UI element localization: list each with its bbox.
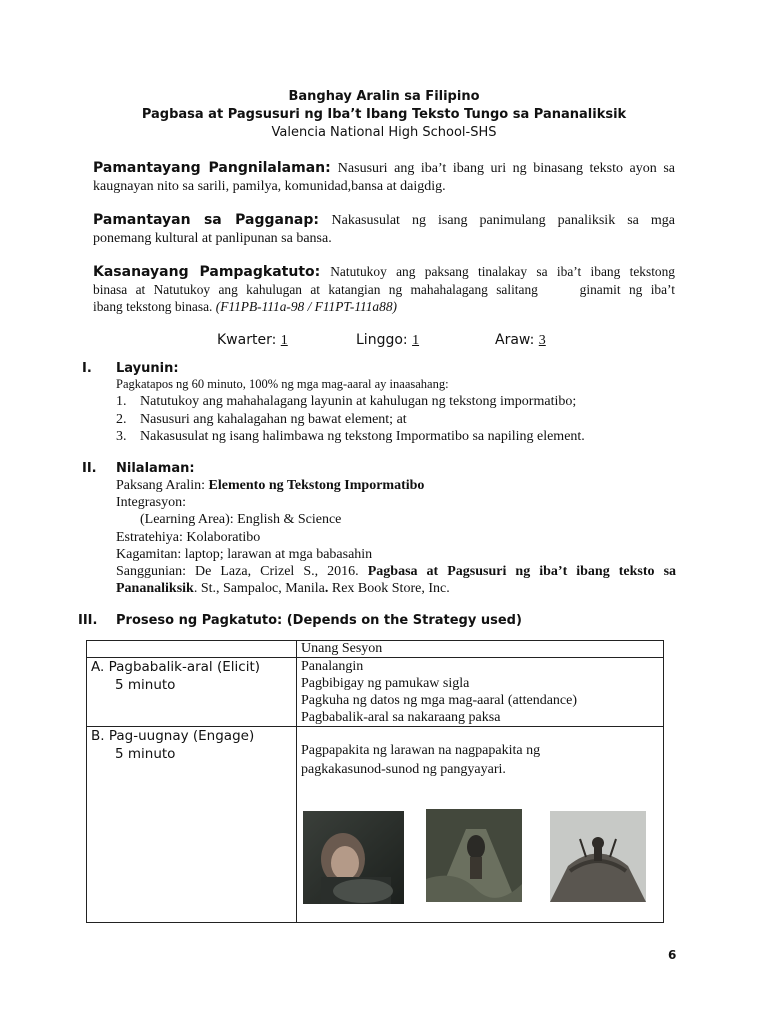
day: [495, 332, 546, 349]
content-standard: [93, 159, 675, 196]
content-details: [116, 477, 676, 597]
reference-prefix: Sanggunian: De Laza, Crizel S., 2016.: [116, 564, 359, 580]
activity-item: Pagkuha ng datos ng mga mag-aaral (attendance): [301, 693, 578, 708]
topic-value: Elemento ng Tekstong Impormatibo: [208, 478, 425, 493]
topic-label: Paksang Aralin:: [116, 478, 206, 493]
learning-competency: [93, 263, 675, 315]
row-b-text-1: Pagpapakita ng larawan na nagpapakita ng: [301, 743, 541, 758]
section2-title: Nilalaman:: [116, 461, 195, 476]
section1-intro: Pagkatapos ng 60 minuto, 100% ng mga mag-aaral ay inaasahang:: [116, 377, 449, 391]
content-standard-line2: kaugnayan nito sa sarili, pamilya, komunidad,bansa at daigdig.: [93, 179, 446, 194]
week-label: Linggo:: [356, 332, 408, 348]
sequence-photo-3: [550, 811, 646, 902]
sequence-photo-2: [426, 809, 522, 902]
session-header: Unang Sesyon: [297, 641, 664, 658]
row-a-duration: 5 minuto: [115, 677, 176, 693]
learning-competency-line3: ibang tekstong binasa.: [93, 299, 213, 314]
table-empty-cell: [87, 641, 297, 658]
content-standard-label: Pamantayang Pangnilalaman:: [93, 160, 331, 176]
sequence-photo-1: [303, 811, 404, 904]
competency-code: (F11PB-111a-98 / F11PT-111a88): [215, 299, 397, 314]
reference-dot: .: [324, 581, 329, 597]
reference-title-1: Pagbasa at Pagsusuri ng iba’t ibang teksto sa: [367, 564, 677, 580]
section3-numeral: III.: [78, 613, 98, 628]
performance-standard-line1: Nakasusulat ng isang panimulang panaliksik sa mga: [331, 213, 675, 228]
integration-value: (Learning Area): English & Science: [140, 512, 342, 528]
activity-item: Pagbibigay ng pamukaw sigla: [301, 676, 470, 691]
objective-item: 3. Nakasusulat ng isang halimbawa ng tekstong Impormatibo sa napiling element.: [116, 429, 585, 444]
row-b-duration: 5 minuto: [115, 746, 176, 762]
activity-item: Pagbabalik-aral sa nakaraang paksa: [301, 710, 501, 725]
row-b-text-2: pagkakasunod-sunod ng pangyayari.: [301, 762, 506, 777]
day-value: 3: [538, 333, 546, 348]
row-b-label: B. Pag-uugnay (Engage): [91, 728, 255, 744]
section2-numeral: II.: [82, 461, 97, 476]
section1-title: Layunin:: [116, 361, 179, 376]
performance-standard: [93, 211, 675, 248]
reference-publisher: Rex Book Store, Inc.: [328, 581, 450, 597]
quarter-value: 1: [280, 333, 288, 348]
week: [356, 332, 419, 349]
objective-item: 2. Nasusuri ang kahalagahan ng bawat element; at: [116, 411, 407, 427]
objectives-list: [116, 393, 585, 446]
content-standard-line1: Nasusuri ang iba’t ibang uri ng binasang teksto ayon sa: [337, 161, 675, 176]
reference-title-2: Pananaliksik: [116, 581, 194, 597]
week-value: 1: [412, 333, 420, 348]
day-label: Araw:: [495, 332, 535, 348]
table-header-row: [87, 641, 664, 658]
page-number: 6: [668, 948, 677, 962]
document-subtitle: Pagbasa at Pagsusuri ng Iba’t Ibang Teksto Tungo sa Pananaliksik: [141, 107, 627, 122]
integration-label: Integrasyon:: [116, 495, 186, 511]
materials: Kagamitan: laptop; larawan at mga babasahin: [116, 546, 373, 562]
row-a-activities: [297, 658, 664, 727]
row-a-label-cell: [87, 658, 297, 727]
objective-item: 1. Natutukoy ang mahahalagang layunin at kahulugan ng tekstong impormatibo;: [116, 394, 577, 409]
performance-standard-line2: ponemang kultural at panlipunan sa bansa.: [93, 231, 332, 246]
performance-standard-label: Pamantayan sa Pagganap:: [93, 212, 319, 228]
learning-competency-line2: binasa at Natutukoy ang kahulugan at katangian ng mahahalagang salitang ginamit ng iba’t: [93, 282, 675, 297]
document-title: Banghay Aralin sa Filipino: [288, 89, 480, 104]
quarter: [217, 332, 288, 349]
table-row: [87, 658, 664, 727]
school-name: Valencia National High School-SHS: [271, 125, 497, 140]
row-b-label-cell: [87, 727, 297, 923]
learning-competency-line1: Natutukoy ang paksang tinalakay sa iba’t ibang tekstong: [330, 264, 676, 279]
reference-suffix: . St., Sampaloc, Manila: [193, 581, 325, 597]
activity-item: Panalangin: [301, 659, 364, 674]
section1-numeral: I.: [82, 361, 92, 376]
learning-competency-label: Kasanayang Pampagkatuto:: [93, 264, 321, 280]
quarter-label: Kwarter:: [217, 332, 277, 348]
row-a-label: A. Pagbabalik-aral (Elicit): [91, 659, 261, 675]
section3-title: Proseso ng Pagkatuto: (Depends on the Strategy used): [116, 613, 522, 628]
strategy: Estratehiya: Kolaboratibo: [116, 529, 261, 545]
